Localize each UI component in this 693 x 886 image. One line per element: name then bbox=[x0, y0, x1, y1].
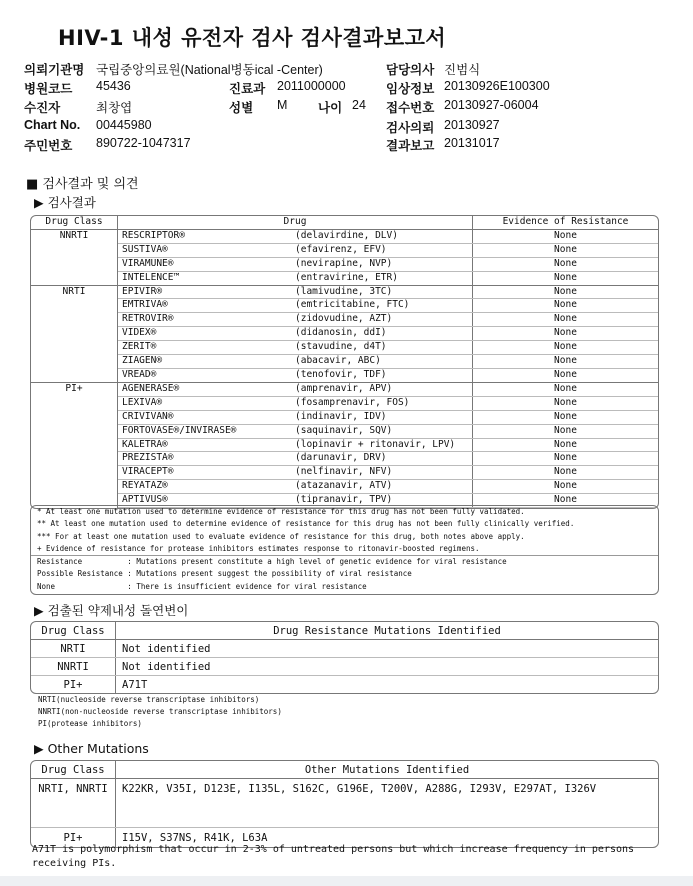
value: 최창엽 bbox=[96, 101, 133, 115]
evidence: None bbox=[473, 313, 659, 327]
table-row bbox=[31, 480, 658, 494]
table-row bbox=[31, 271, 658, 285]
patient-field bbox=[24, 98, 133, 116]
drug-brand: EMTRIVA® bbox=[118, 299, 292, 313]
drug-class: PI+ bbox=[31, 828, 116, 848]
note: * At least one mutation used to determine evidence of resistance for this drug has not been fully validated. bbox=[37, 507, 525, 516]
report-field bbox=[386, 136, 500, 154]
label: 주민번호 bbox=[24, 139, 73, 153]
table-row bbox=[31, 285, 658, 299]
drug-generic: (didanosin, ddI) bbox=[291, 327, 473, 341]
note: ** At least one mutation used to determine evidence of resistance for this drug has not been fully clinically verified. bbox=[37, 519, 575, 529]
request-field bbox=[386, 118, 500, 136]
legend-item: Possible Resistance : Mutations present suggest the possibility of viral resistance bbox=[37, 569, 412, 579]
drug-generic: (zidovudine, AZT) bbox=[291, 313, 473, 327]
drug-generic: (amprenavir, APV) bbox=[291, 382, 473, 396]
mutations: A71T bbox=[122, 678, 148, 691]
drug-generic: (tipranavir, TPV) bbox=[291, 494, 473, 508]
header-drug-class: Drug Class bbox=[31, 622, 116, 640]
evidence: None bbox=[473, 355, 659, 369]
drug-class: PI+ bbox=[31, 382, 118, 507]
drug-brand: LEXIVA® bbox=[118, 396, 292, 410]
drug-class: NRTI bbox=[31, 285, 118, 382]
label: 나이 bbox=[318, 101, 343, 115]
table-row bbox=[31, 640, 658, 658]
drug-generic: (abacavir, ABC) bbox=[291, 355, 473, 369]
drug-brand: SUSTIVA® bbox=[118, 243, 292, 257]
table-row bbox=[31, 299, 658, 313]
mutations: K22KR, V35I, D123E, I135L, S162C, G196E, T200V, A288G, I293V, E297AT, I326V bbox=[116, 779, 659, 828]
value: 20130926E100300 bbox=[444, 79, 550, 93]
header-drug-class: Drug Class bbox=[31, 761, 116, 779]
header-mutations: Drug Resistance Mutations Identified bbox=[116, 622, 659, 640]
clinical-field bbox=[386, 79, 550, 97]
receipt-field bbox=[386, 98, 539, 116]
drug-generic: (indinavir, IDV) bbox=[291, 410, 473, 424]
drug-generic: (entravirine, ETR) bbox=[291, 271, 473, 285]
value: 45436 bbox=[96, 79, 131, 93]
value: 20130927-06004 bbox=[444, 98, 539, 112]
value: 00445980 bbox=[96, 118, 152, 132]
section-main-heading: ■ 검사결과 및 의견 bbox=[26, 177, 139, 192]
doctor-field bbox=[386, 60, 481, 78]
label: 병원코드 bbox=[24, 82, 73, 96]
drug-class: NNRTI bbox=[31, 229, 118, 285]
age-field bbox=[318, 98, 366, 116]
label: 임상정보 bbox=[386, 82, 435, 96]
drug-brand: INTELENCE™ bbox=[118, 271, 292, 285]
table-row bbox=[31, 243, 658, 257]
drug-brand: APTIVUS® bbox=[118, 494, 292, 508]
note: *** For at least one mutation used to evaluate evidence of resistance for this drug, both notes above apply. bbox=[37, 531, 525, 541]
chart-field bbox=[24, 118, 152, 132]
drug-generic: (stavudine, d4T) bbox=[291, 341, 473, 355]
label: 성별 bbox=[229, 101, 254, 115]
drug-generic: (delavirdine, DLV) bbox=[291, 229, 473, 243]
table-row bbox=[31, 229, 658, 243]
label: Chart No. bbox=[24, 118, 81, 132]
table-row bbox=[31, 779, 658, 828]
value: 국립중앙의료원(National병동ical -Center) bbox=[96, 63, 323, 77]
header-other-mutations: Other Mutations Identified bbox=[116, 761, 659, 779]
abbrev: NRTI(nucleoside reverse transcriptase inhibitors) bbox=[38, 695, 260, 704]
table-row bbox=[31, 257, 658, 271]
drug-generic: (tenofovir, TDF) bbox=[291, 368, 473, 382]
table-row bbox=[31, 410, 658, 424]
drug-brand: VIDEX® bbox=[118, 327, 292, 341]
table-row bbox=[31, 341, 658, 355]
drug-generic: (fosamprenavir, FOS) bbox=[291, 396, 473, 410]
value: 2011000000 bbox=[277, 79, 346, 93]
evidence: None bbox=[473, 299, 659, 313]
notes-box bbox=[30, 505, 659, 595]
abbreviations bbox=[38, 694, 282, 730]
table-row bbox=[31, 313, 658, 327]
evidence: None bbox=[473, 424, 659, 438]
evidence: None bbox=[473, 494, 659, 508]
evidence: None bbox=[473, 452, 659, 466]
drug-brand: CRIVIVAN® bbox=[118, 410, 292, 424]
drug-generic: (emtricitabine, FTC) bbox=[291, 299, 473, 313]
mutations: I15V, S37NS, R41K, L63A bbox=[122, 831, 268, 844]
label: 결과보고 bbox=[386, 139, 435, 153]
header-evidence: Evidence of Resistance bbox=[473, 216, 659, 229]
evidence: None bbox=[473, 285, 659, 299]
table-row bbox=[31, 466, 658, 480]
section-results-heading: ▶ 검사결과 bbox=[34, 195, 96, 210]
label: 검사의뢰 bbox=[386, 121, 435, 135]
section-other-heading: ▶ Other Mutations bbox=[34, 741, 149, 756]
drug-brand: VIRAMUNE® bbox=[118, 257, 292, 271]
drug-brand: RETROVIR® bbox=[118, 313, 292, 327]
table-row bbox=[31, 452, 658, 466]
value: 진범식 bbox=[444, 63, 481, 77]
sex-field bbox=[229, 98, 288, 116]
mutations-table bbox=[30, 621, 659, 694]
drug-brand: VREAD® bbox=[118, 368, 292, 382]
footnote: A71T is polymorphism that occur in 2-3% of untreated persons but which increase frequency in persons receiving PIs. bbox=[32, 844, 635, 869]
evidence: None bbox=[473, 243, 659, 257]
drug-class: NRTI, NNRTI bbox=[31, 779, 116, 828]
evidence: None bbox=[473, 327, 659, 341]
drug-resistance-table bbox=[30, 215, 659, 509]
drug-brand: ZIAGEN® bbox=[118, 355, 292, 369]
table-row bbox=[31, 424, 658, 438]
drug-generic: (darunavir, DRV) bbox=[291, 452, 473, 466]
header-drug-class: Drug Class bbox=[31, 216, 118, 229]
legend-item: None : There is insufficient evidence for viral resistance bbox=[37, 581, 367, 591]
drug-class: NNRTI bbox=[31, 658, 116, 676]
mutations: Not identified bbox=[116, 640, 659, 658]
evidence: None bbox=[473, 410, 659, 424]
drug-brand: EPIVIR® bbox=[118, 285, 292, 299]
evidence: None bbox=[473, 438, 659, 452]
evidence: None bbox=[473, 382, 659, 396]
label: 진료과 bbox=[229, 82, 266, 96]
table-row bbox=[31, 355, 658, 369]
table-row bbox=[31, 368, 658, 382]
table-row bbox=[31, 382, 658, 396]
drug-class: PI+ bbox=[31, 676, 116, 694]
drug-brand: REYATAZ® bbox=[118, 480, 292, 494]
drug-generic: (efavirenz, EFV) bbox=[291, 243, 473, 257]
drug-generic: (lopinavir + ritonavir, LPV) bbox=[291, 438, 473, 452]
drug-generic: (nelfinavir, NFV) bbox=[291, 466, 473, 480]
table-row bbox=[31, 438, 658, 452]
header-drug: Drug bbox=[118, 216, 473, 229]
drug-brand: VIRACEPT® bbox=[118, 466, 292, 480]
drug-generic: (saquinavir, SQV) bbox=[291, 424, 473, 438]
label: 수진자 bbox=[24, 101, 61, 115]
table-row bbox=[31, 396, 658, 410]
legend-item: Resistance : Mutations present constitute a high level of genetic evidence for viral resistance bbox=[37, 557, 507, 567]
table-row bbox=[31, 676, 658, 694]
drug-generic: (nevirapine, NVP) bbox=[291, 257, 473, 271]
drug-brand: ZERIT® bbox=[118, 341, 292, 355]
other-mutations-table bbox=[30, 760, 659, 848]
section-mutations-heading: ▶ 검출된 약제내성 돌연변이 bbox=[34, 603, 189, 618]
rrn-field bbox=[24, 136, 191, 154]
label: 의뢰기관명 bbox=[24, 63, 85, 77]
drug-generic: (lamivudine, 3TC) bbox=[291, 285, 473, 299]
evidence: None bbox=[473, 368, 659, 382]
evidence: None bbox=[473, 341, 659, 355]
dept-field bbox=[229, 79, 346, 97]
label: 담당의사 bbox=[386, 63, 435, 77]
value: 20131017 bbox=[444, 136, 500, 150]
report-title: HIV-1 내성 유전자 검사 검사결과보고서 bbox=[58, 26, 447, 50]
label: 접수번호 bbox=[386, 101, 435, 115]
bottom-bar bbox=[0, 876, 693, 886]
value: 20130927 bbox=[444, 118, 500, 132]
abbrev: PI(protease inhibitors) bbox=[38, 719, 142, 728]
evidence: None bbox=[473, 271, 659, 285]
value: 24 bbox=[352, 98, 366, 112]
note: + Evidence of resistance for protease inhibitors estimates response to ritonavir-boosted regimens. bbox=[31, 543, 658, 556]
value: 890722-1047317 bbox=[96, 136, 191, 150]
mutations: Not identified bbox=[116, 658, 659, 676]
table-row bbox=[31, 327, 658, 341]
drug-brand: RESCRIPTOR® bbox=[118, 229, 292, 243]
hospital-code-field bbox=[24, 79, 131, 97]
evidence: None bbox=[473, 396, 659, 410]
drug-class: NRTI bbox=[31, 640, 116, 658]
table-row bbox=[31, 658, 658, 676]
evidence: None bbox=[473, 480, 659, 494]
institution-field bbox=[24, 60, 323, 78]
evidence: None bbox=[473, 229, 659, 243]
drug-brand: PREZISTA® bbox=[118, 452, 292, 466]
evidence: None bbox=[473, 257, 659, 271]
evidence: None bbox=[473, 466, 659, 480]
drug-brand: KALETRA® bbox=[118, 438, 292, 452]
drug-brand: FORTOVASE®/INVIRASE® bbox=[118, 424, 292, 438]
drug-generic: (atazanavir, ATV) bbox=[291, 480, 473, 494]
abbrev: NNRTI(non-nucleoside reverse transcriptase inhibitors) bbox=[38, 707, 282, 716]
drug-brand: AGENERASE® bbox=[118, 382, 292, 396]
value: M bbox=[277, 98, 288, 112]
